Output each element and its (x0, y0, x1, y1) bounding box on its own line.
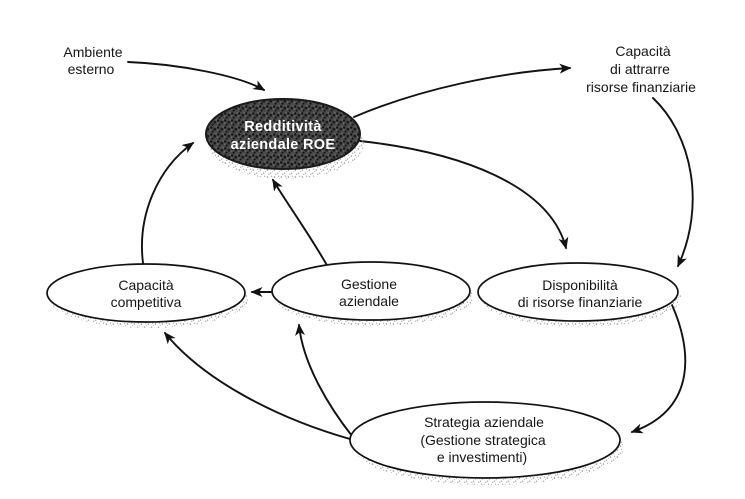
strategia-line2: (Gestione strategica (420, 432, 546, 448)
gestione-aziendale-line1: Gestione (340, 276, 398, 292)
capacita-competitiva-ellipse (47, 264, 245, 322)
ambiente-esterno-line2: esterno (67, 61, 115, 77)
disponibilita-line2: di risorse finanziarie (517, 294, 643, 310)
strategia-line1: Strategia aziendale (424, 414, 544, 430)
gestione-aziendale-line2: aziendale (339, 293, 399, 309)
node-capacita-competitiva (47, 264, 248, 328)
node-strategia-aziendale (350, 402, 624, 485)
node-disponibilita-risorse (478, 263, 681, 327)
strategia-line3: e investimenti) (436, 449, 528, 465)
node-gestione-aziendale (272, 262, 473, 326)
disponibilita-line1: Disponibilità (542, 277, 618, 293)
node-ambiente-esterno (63, 44, 122, 77)
capacita-attrarre-line1: Capacità (615, 43, 671, 59)
capacita-competitiva-line2: competitiva (110, 294, 182, 310)
roe-label-line2: aziendale ROE (230, 137, 336, 153)
roe-label-line1: Redditività (244, 119, 322, 135)
ambiente-esterno-line1: Ambiente (63, 44, 123, 60)
capacita-attrarre-line3: risorse finanziarie (586, 79, 696, 95)
capacita-competitiva-line1: Capacità (118, 277, 174, 293)
node-redditivita-roe (206, 99, 364, 179)
capacita-attrarre-line2: di attrarre (610, 61, 670, 77)
